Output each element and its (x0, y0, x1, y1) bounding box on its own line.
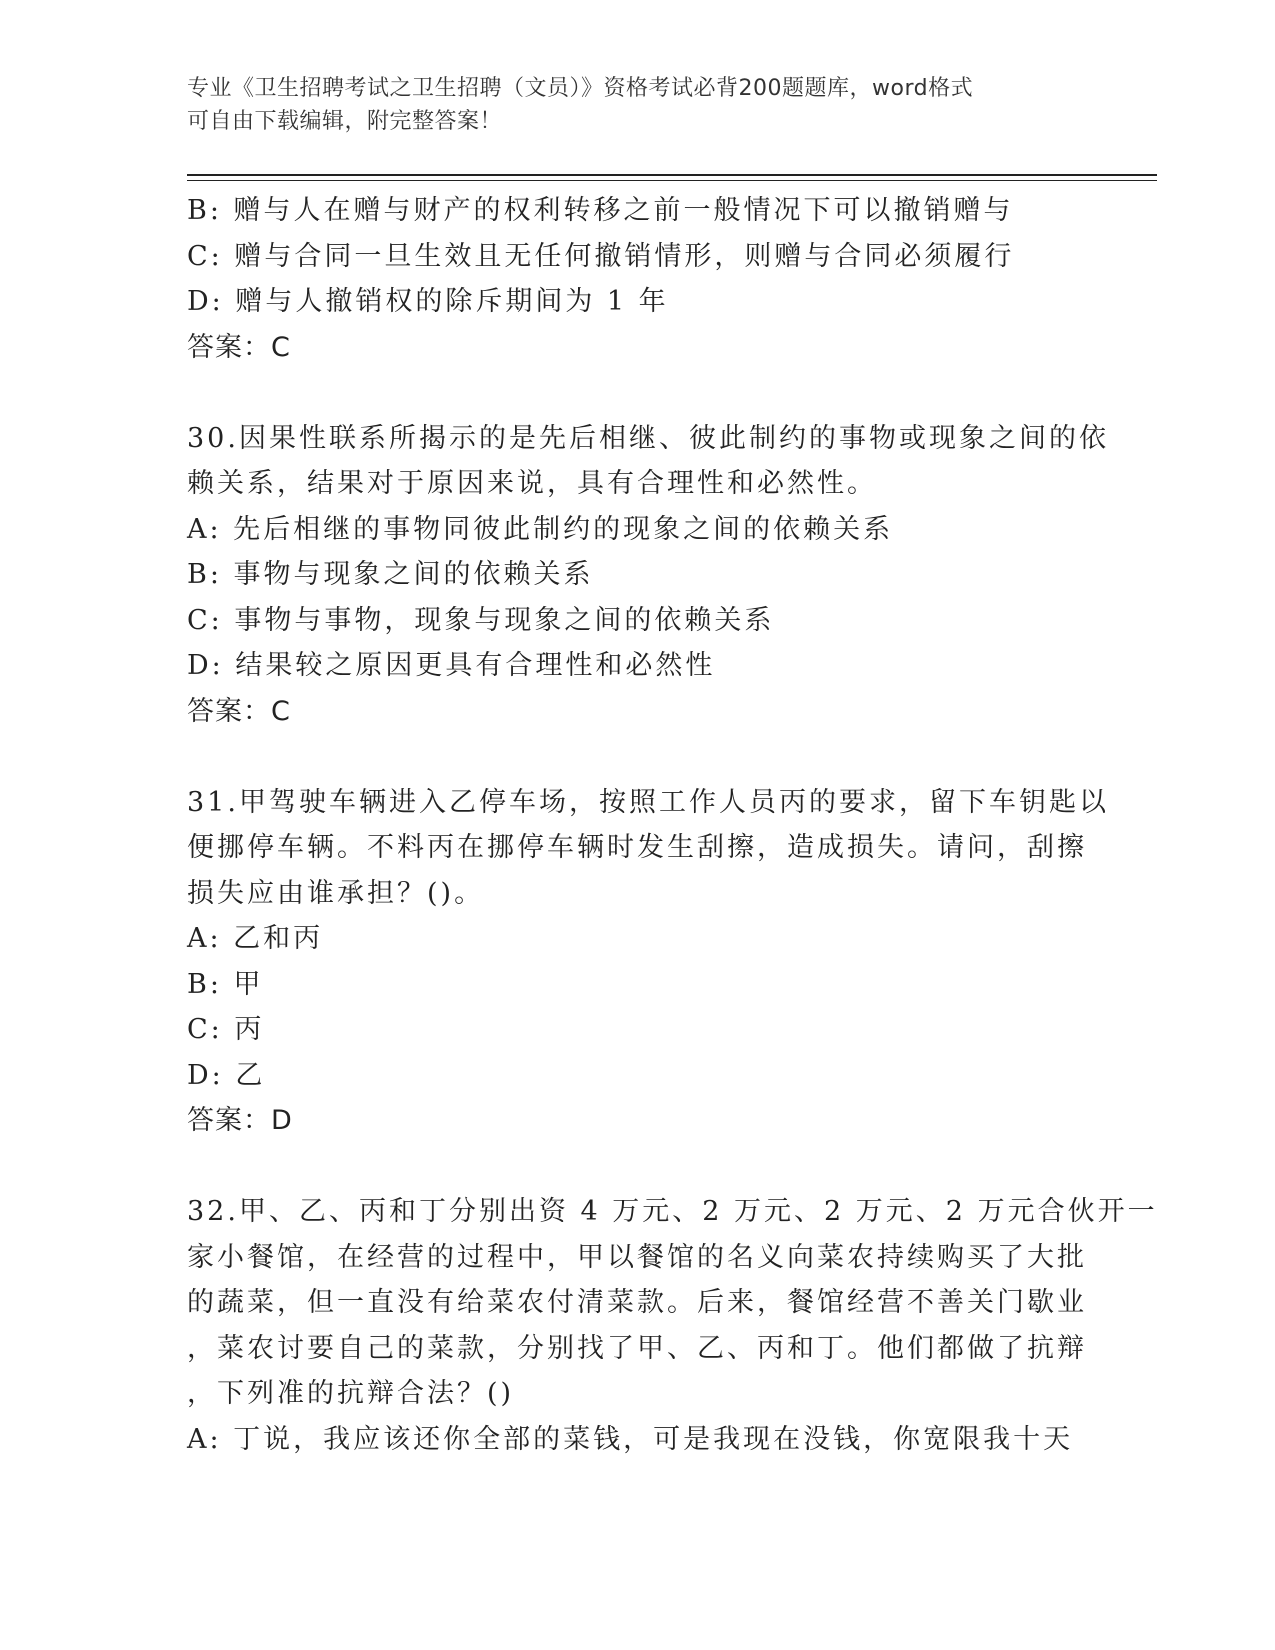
option-c: C: 丙 (187, 1014, 265, 1045)
question-text-line: 损失应由谁承担？()。 (187, 877, 485, 909)
header-title-line-1: 专业《卫生招聘考试之卫生招聘（文员）》资格考试必背200题题库，word格式 (187, 76, 974, 101)
option-a: A: 乙和丙 (187, 923, 324, 954)
question-32 (187, 1189, 1158, 1462)
document-header (187, 72, 1067, 138)
option-c: C: 事物与事物，现象与现象之间的依赖关系 (187, 604, 775, 636)
option-d: D: 乙 (187, 1059, 266, 1091)
question-30 (187, 416, 1109, 735)
question-text-line: 赖关系，结果对于原因来说，具有合理性和必然性。 (187, 468, 877, 499)
option-a: A: 丁说，我应该还你全部的菜钱，可是我现在没钱，你宽限我十天 (187, 1423, 1074, 1455)
answer-label: 答案：C (187, 331, 291, 363)
option-b: B: 甲 (187, 968, 264, 1000)
question-text-line: 便挪停车辆。不料丙在挪停车辆时发生刮擦，造成损失。请问，刮擦 (187, 832, 1087, 863)
question-text-line: 31.甲驾驶车辆进入乙停车场，按照工作人员丙的要求，留下车钥匙以 (187, 786, 1109, 818)
header-rule-thin (187, 180, 1157, 181)
option-b: B: 赠与人在赠与财产的权利转移之前一般情况下可以撤销赠与 (187, 195, 1014, 226)
question-text-line: ，下列准的抗辩合法？() (187, 1378, 515, 1409)
question-text-line: 的蔬菜，但一直没有给菜农付清菜款。后来，餐馆经营不善关门歇业 (187, 1287, 1087, 1318)
question-31 (187, 780, 1109, 1144)
option-a: A: 先后相继的事物同彼此制约的现象之间的依赖关系 (187, 513, 894, 545)
answer-label: 答案：C (187, 695, 291, 727)
question-text-line: 32.甲、乙、丙和丁分别出资 4 万元、2 万元、2 万元、2 万元合伙开一 (187, 1196, 1158, 1227)
question-text-line: ，菜农讨要自己的菜款，分别找了甲、乙、丙和丁。他们都做了抗辩 (187, 1332, 1087, 1364)
option-d: D: 结果较之原因更具有合理性和必然性 (187, 650, 716, 681)
option-b: B: 事物与现象之间的依赖关系 (187, 559, 594, 590)
header-rule-thick (187, 174, 1157, 176)
spacer (187, 734, 1087, 780)
spacer (187, 1144, 1087, 1190)
option-d: D: 赠与人撤销权的除斥期间为 1 年 (187, 286, 669, 317)
question-text-line: 家小餐馆，在经营的过程中，甲以餐馆的名义向菜农持续购买了大批 (187, 1241, 1087, 1273)
question-list (187, 188, 1158, 1462)
answer-label: 答案：D (187, 1105, 293, 1136)
question-29 (187, 188, 1087, 370)
option-c: C: 赠与合同一旦生效且无任何撤销情形，则赠与合同必须履行 (187, 240, 1015, 272)
spacer (187, 370, 1087, 416)
question-text-line: 30.因果性联系所揭示的是先后相继、彼此制约的事物或现象之间的依 (187, 422, 1109, 454)
header-title-line-2: 可自由下载编辑，附完整答案！ (187, 109, 503, 134)
